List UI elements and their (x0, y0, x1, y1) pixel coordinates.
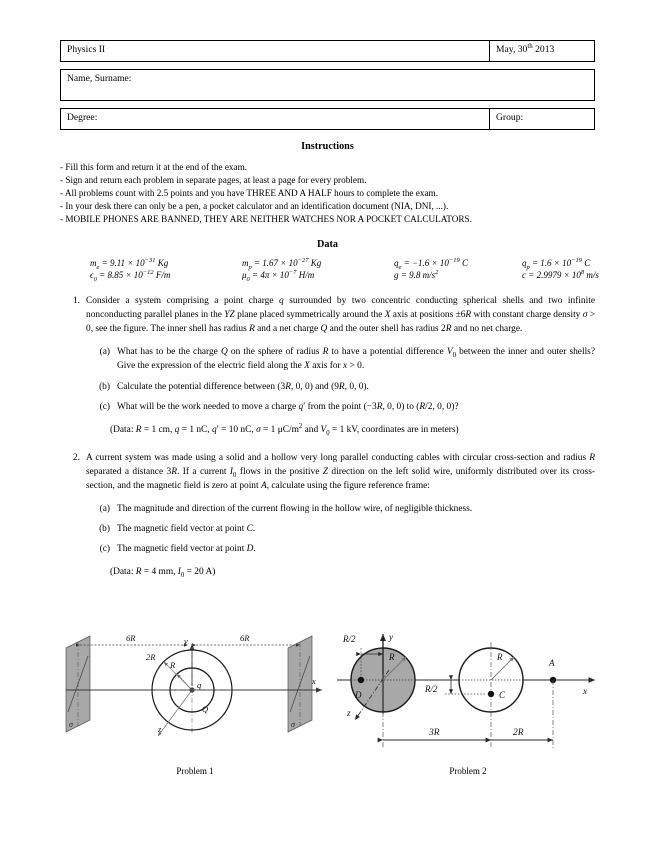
part-label: (c) (99, 401, 110, 412)
problem-1-body (86, 294, 595, 437)
constant-epsilon-0: $\epsilon_0 = 8.85 \times 10^{-12}$ F/m (90, 268, 171, 283)
radius-label-r: R (170, 660, 176, 670)
problem-1-number: 1. (72, 295, 80, 306)
figure-problem-2 (333, 608, 605, 760)
part-text: What will be the work needed to move a charge q′ from the point (−3R, 0, 0) to (R/2, 0, 0)? (117, 401, 459, 412)
figure-1-caption: Problem 1 (176, 766, 214, 776)
group-field[interactable] (489, 109, 594, 129)
part-label: (a) (99, 347, 110, 358)
constant-mu-0: $\mu_0 = 4\pi \times 10^{-7}$ H/m (242, 268, 315, 283)
part-label: (c) (99, 544, 110, 555)
problem-1-part-a (86, 345, 595, 373)
x-axis-label: x (312, 676, 316, 686)
name-field[interactable] (61, 70, 594, 101)
figures-area (55, 608, 605, 798)
problem-1-data: (Data: R = 1 cm, q = 1 nC, q′ = 10 nC, σ = 1 $\mu C/m^2$ and $V_0 = 1$ kV, coordinates are in meters) (110, 422, 459, 437)
figure-2-caption: Problem 2 (449, 766, 487, 776)
dim-label-2r: 2R (513, 728, 524, 738)
date-year: 2013 (532, 44, 555, 55)
sigma-label-left: σ (69, 720, 73, 729)
degree-label: Degree: (67, 112, 98, 124)
instruction-line: - In your desk there can only be a pen, a pocket calculator and an identification document (NIA, DNI, ...). (60, 200, 449, 211)
part-text: What has to be the charge Q on the sphere of radius R to have a potential difference $V_0$ between the inner and outer shells? Give the expression of the electric field along the X axis for x > 0. (117, 347, 595, 372)
part-label: (b) (99, 524, 110, 535)
date-field (489, 41, 594, 61)
instruction-line: - MOBILE PHONES ARE BANNED, THEY ARE NEITHER WATCHES NOR A POCKET CALCULATORS. (60, 213, 472, 224)
instruction-line: - Sign and return each problem in separate pages, at least a page for every problem. (60, 174, 367, 185)
x-axis-label: x (583, 686, 587, 696)
problem-2 (60, 451, 595, 580)
part-text: The magnetic field vector at point D. (117, 544, 256, 555)
radius-arrow-r (177, 674, 192, 690)
problem-2-data: (Data: R = 4 mm, $I_0 = 20$ A) (110, 567, 216, 580)
data-title: Data (317, 238, 338, 250)
problem-2-part-b (86, 522, 595, 536)
constants-grid (90, 256, 599, 283)
charged-plane-right (288, 636, 312, 732)
shell-charge-label: Q (202, 704, 209, 714)
charged-plane-left (66, 636, 90, 732)
point-charge-dot (189, 687, 194, 692)
point-d-dot (358, 677, 364, 683)
exam-sheet (60, 40, 599, 580)
problem-2-parts (86, 502, 595, 556)
dimension-6r-right (196, 633, 300, 645)
point-a-label: A (549, 658, 555, 668)
dim-label-6r-right: 6R (240, 633, 250, 643)
figure-problem-1 (60, 608, 332, 760)
part-label: (b) (99, 381, 110, 392)
dimension-6r-left (80, 633, 188, 645)
offset-label-top: R/2 (343, 634, 356, 644)
problem-1 (60, 294, 595, 437)
constant-g: g = 9.8 $m/s^2$ (394, 268, 439, 280)
subject-field (61, 41, 489, 61)
constant-q-p: $q_p = 1.6 \times 10^{-19}$ C (522, 256, 591, 271)
offset-label-mid: R/2 (425, 684, 438, 694)
sigma-label-right: σ (291, 720, 295, 729)
y-axis-label: y (389, 632, 393, 642)
date-superscript: th (527, 42, 533, 50)
radius-label-left: R (389, 652, 395, 662)
dim-label-3r: 3R (429, 728, 440, 738)
problem-2-part-a (86, 502, 595, 516)
instructions-title: Instructions (301, 140, 354, 152)
z-axis-label: z (158, 724, 162, 734)
name-label: Name, Surname: (67, 72, 132, 84)
problem-1-parts (86, 345, 595, 413)
problem-1-part-c (86, 400, 595, 414)
problem-2-statement: A current system was made using a solid and a hollow very long parallel conducting cables with circular cross-section and radius R separated a distance 3R. If a current $I_0$ flows in the positive Z direction on the left solid wire, uniformly distributed over its cross-section, and the magnetic field is zero at point A, calculate using the figure reference frame: (86, 452, 595, 492)
constant-m-e: $m_e = 9.11 \times 10^{-31}$ Kg (90, 256, 169, 271)
degree-field[interactable] (61, 109, 489, 129)
header-subject-row (60, 40, 595, 62)
radius-label-right: R (497, 652, 503, 662)
problem-1-statement: Consider a system comprising a point charge q surrounded by two concentric conducting spherical shells and two infinite nonconducting parallel planes in the YZ plane placed symmetrically around the X axis at positions ±6R with constant charge density σ > 0, see the figure. The inner shell has radius R and a net charge Q and the outer shell has radius 2R and no net charge. (86, 295, 595, 335)
problem-1-part-b (86, 380, 595, 394)
problem-2-body (86, 451, 595, 580)
instruction-line: - Fill this form and return it at the end of the exam. (60, 161, 248, 172)
y-axis-label: y (184, 636, 188, 646)
part-label: (a) (99, 504, 110, 515)
part-text: Calculate the potential difference between (3R, 0, 0) and (9R, 0, 0). (117, 381, 369, 392)
constant-m-p: $m_p = 1.67 \times 10^{-27}$ Kg (242, 256, 322, 271)
point-c-dot (488, 691, 494, 697)
date-label: May, 30 (496, 44, 528, 55)
point-charge-label: q (197, 680, 202, 690)
constant-q-e: $q_e = -1.6 \times 10^{-19}$ C (394, 256, 468, 271)
part-text: The magnitude and direction of the current flowing in the hollow wire, of negligible thickness. (117, 504, 473, 515)
point-d-label: D (355, 690, 362, 700)
dim-label-6r-left: 6R (126, 633, 136, 643)
constant-c: $c = 2.9979 \times 10^8$ m/s (522, 268, 599, 280)
header-degree-row[interactable] (60, 108, 595, 130)
z-axis-label: z (347, 708, 351, 718)
radius-label-2r: 2R (146, 652, 156, 662)
instruction-line: - All problems count with 2.5 points and you have THREE AND A HALF hours to complete the exam. (60, 187, 439, 198)
group-label: Group: (496, 112, 524, 124)
part-text: The magnetic field vector at point C. (117, 524, 256, 535)
subject-label: Physics II (67, 44, 106, 55)
point-c-label: C (499, 690, 506, 700)
problem-2-part-c (86, 542, 595, 556)
instructions-list (60, 161, 595, 226)
header-name-row[interactable] (60, 69, 595, 102)
problem-2-number: 2. (72, 452, 80, 463)
